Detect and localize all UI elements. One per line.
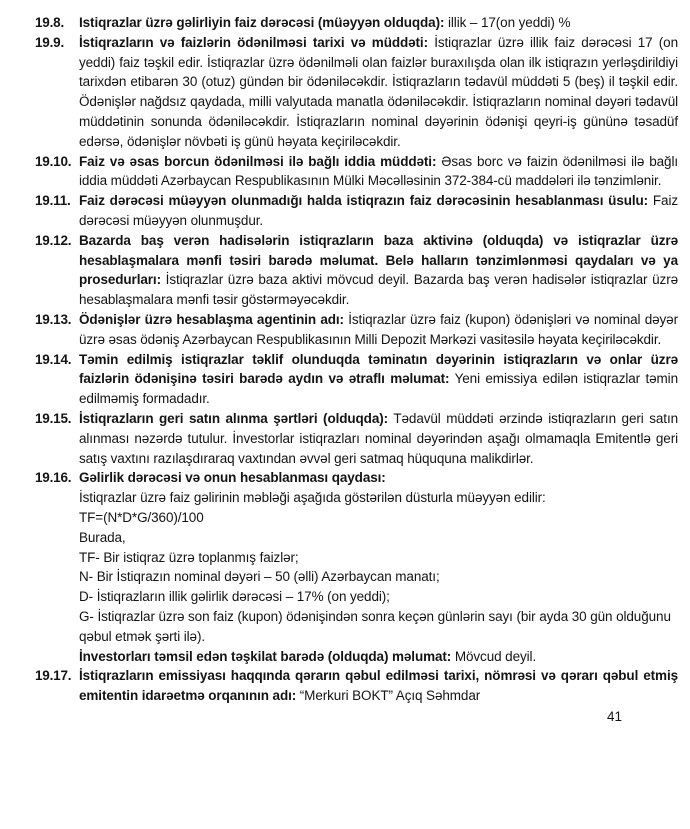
body-text: TF- Bir istiqraz üzrə toplanmış faizlər; bbox=[79, 549, 299, 565]
paragraph bbox=[79, 152, 678, 192]
section-content bbox=[79, 13, 678, 33]
body-text: G- İstiqrazlar üzrə son faiz (kupon) ödənişindən sonra keçən günlərin sayı (bir ayda 30 gün olduğunu qəbul etmək şərti ilə). bbox=[79, 608, 671, 644]
section-number: 19.12. bbox=[35, 232, 72, 248]
section-19-12 bbox=[35, 231, 678, 310]
section-19-15 bbox=[35, 409, 678, 468]
paragraph bbox=[79, 666, 678, 706]
bold-label: İstiqrazların emissiyası haqqında qərarın qəbul edilməsi tarixi, nömrəsi və qərarı qəbul etmiş emitentin idarəetmə orqanının adı: bbox=[79, 668, 678, 704]
section-19-17 bbox=[35, 666, 678, 706]
page-number: 41 bbox=[606, 708, 622, 724]
paragraph bbox=[79, 587, 678, 607]
section-19-10 bbox=[35, 152, 678, 192]
section-19-9 bbox=[35, 33, 678, 152]
bold-label: İstiqrazların və faizlərin ödənilməsi tarixi və müddəti: bbox=[79, 34, 428, 50]
section-number: 19.9. bbox=[35, 34, 65, 50]
paragraph bbox=[79, 33, 678, 152]
bold-label: Gəlirlik dərəcəsi və onun hesablanması qaydası: bbox=[79, 470, 386, 486]
paragraph bbox=[79, 468, 678, 488]
body-text: illik – 17(on yeddi) % bbox=[444, 15, 571, 30]
bold-label: Təmin edilmiş istiqrazlar təklif olunduqda təminatın dəyərinin istiqrazların və onlar üzrə faizlərin ödənişinə təsiri barədə aydın və ətraflı məlumat: bbox=[79, 351, 678, 387]
paragraph bbox=[79, 607, 678, 647]
section-19-11 bbox=[35, 191, 678, 231]
bold-label: İnvestorları təmsil edən təşkilat barədə (olduqda) məlumat: bbox=[79, 648, 452, 664]
paragraph bbox=[79, 13, 678, 33]
section-content bbox=[79, 310, 678, 350]
body-text: Yeni emissiya edilən istiqrazlar təmin edilməmiş formadadır. bbox=[79, 371, 678, 407]
paragraph bbox=[79, 409, 678, 468]
paragraph bbox=[79, 508, 678, 528]
paragraph bbox=[79, 231, 678, 310]
section-content bbox=[79, 468, 678, 666]
section-19-8 bbox=[35, 13, 678, 33]
body-text: Faiz dərəcəsi müəyyən olunmuşdur. bbox=[79, 193, 678, 228]
section-number: 19.17. bbox=[35, 668, 72, 684]
bold-label: Faiz dərəcəsi müəyyən olunmadığı halda istiqrazın faiz dərəcəsinin hesablanması üsulu: bbox=[79, 193, 649, 209]
section-content bbox=[79, 191, 678, 231]
section-content bbox=[79, 33, 678, 152]
body-text: N- Bir İstiqrazın nominal dəyəri – 50 (əlli) Azərbaycan manatı; bbox=[79, 569, 440, 585]
section-number: 19.16. bbox=[35, 470, 72, 486]
section-19-13 bbox=[35, 310, 678, 350]
paragraph bbox=[79, 567, 678, 587]
paragraph bbox=[79, 310, 678, 350]
bold-label: İstiqrazların geri satın alınma şərtləri (olduqda): bbox=[79, 410, 389, 426]
paragraph bbox=[79, 647, 678, 667]
section-content bbox=[79, 231, 678, 310]
body-text: İstiqrazlar üzrə baza aktivi mövcud deyil. Bazarda baş verən hadisələr istiqrazlar üzrə hesablaşmalara mənfi təsir göstərməyəcəkdir. bbox=[79, 272, 678, 308]
paragraph bbox=[79, 528, 678, 548]
section-19-14 bbox=[35, 350, 678, 409]
section-content bbox=[79, 350, 678, 409]
document-body bbox=[35, 13, 678, 706]
section-content bbox=[79, 152, 678, 192]
section-number: 19.13. bbox=[35, 311, 72, 327]
body-text: İstiqrazlar üzrə faiz gəlirinin məbləği aşağıda göstərilən düsturla müəyyən edilir: bbox=[79, 490, 546, 506]
body-text: D- İstiqrazların illik gəlirlik dərəcəsi – 17% (on yeddi); bbox=[79, 589, 390, 605]
paragraph bbox=[79, 191, 678, 231]
body-text: İstiqrazlar üzrə illik faiz dərəcəsi 17 (on yeddi) faiz təşkil edir. İstiqrazlar üzrə ödənilməli olan faizlər buraxılışda olan ilk istiqrazın yerləşdirildiyi tarixdən etibarən 30 (otuz) gündən bir ödəniləcəkdir. İstiqrazların tədavül müddəti 5 (beş) il təşkil edir. Ödənişlər nağdsız qaydada, milli valyutada manatla ödəniləcəkdir. İstiqrazların nominal dəyəri tədavül müddətinin sonunda ödəniləcəkdir. İstiqrazların nominal dəyərinin ödənişi qeyri-iş gününə təsadüf edərsə, ödənişlər növbəti iş günü həyata keçiriləcəkdir. bbox=[79, 34, 678, 149]
body-text: “Merkuri BOKT” Açıq Səhmdar bbox=[296, 688, 481, 704]
bold-label: Faiz və əsas borcun ödənilməsi ilə bağlı iddia müddəti: bbox=[79, 153, 437, 169]
bold-label: Bazarda baş verən hadisələrin istiqrazların baza aktivinə (olduqda) və istiqrazlar üzrə hesablaşmalara mənfi təsiri barədə məlumat. Belə halların tənzimlənməsi qaydaları və ya prosedurları: bbox=[79, 232, 678, 288]
body-text: Burada, bbox=[79, 529, 126, 545]
section-number: 19.8. bbox=[35, 15, 65, 30]
body-text: TF=(N*D*G/360)/100 bbox=[79, 509, 204, 525]
bold-label: Istiqrazlar üzrə gəlirliyin faiz dərəcəsi (müəyyən olduqda): bbox=[79, 15, 445, 30]
section-number: 19.15. bbox=[35, 410, 72, 426]
body-text: Tədavül müddəti ərzində istiqrazların geri satın alınması nəzərdə tutulur. İnvestorlar istiqrazları nominal dəyərindən aşağı olmamaqla Emitentlə geri satış vaxtını razılaşdıraraq vaxtından əvvəl geri satmaq hüququna malikdirlər. bbox=[79, 410, 678, 466]
body-text: Mövcud deyil. bbox=[451, 648, 537, 664]
body-text: İstiqrazlar üzrə faiz (kupon) ödənişləri və nominal dəyər üzrə əsas ödəniş Azərbaycan Respublikasının Milli Depozit Mərkəzi vasitəsilə həyata keçiriləcəkdir. bbox=[79, 311, 678, 347]
paragraph bbox=[79, 488, 678, 508]
body-text: Əsas borc və faizin ödənilməsi ilə bağlı iddia müddəti Azərbaycan Respublikasının Mülki Məcəlləsinin 372-384-cü maddələri ilə tənzimlənir. bbox=[79, 153, 678, 189]
section-number: 19.14. bbox=[35, 351, 72, 367]
section-number: 19.11. bbox=[35, 193, 71, 209]
section-19-16 bbox=[35, 468, 678, 666]
paragraph bbox=[79, 548, 678, 568]
bold-label: Ödənişlər üzrə hesablaşma agentinin adı: bbox=[79, 311, 344, 327]
section-content bbox=[79, 409, 678, 468]
section-content bbox=[79, 666, 678, 706]
paragraph bbox=[79, 350, 678, 409]
section-number: 19.10. bbox=[35, 153, 72, 169]
